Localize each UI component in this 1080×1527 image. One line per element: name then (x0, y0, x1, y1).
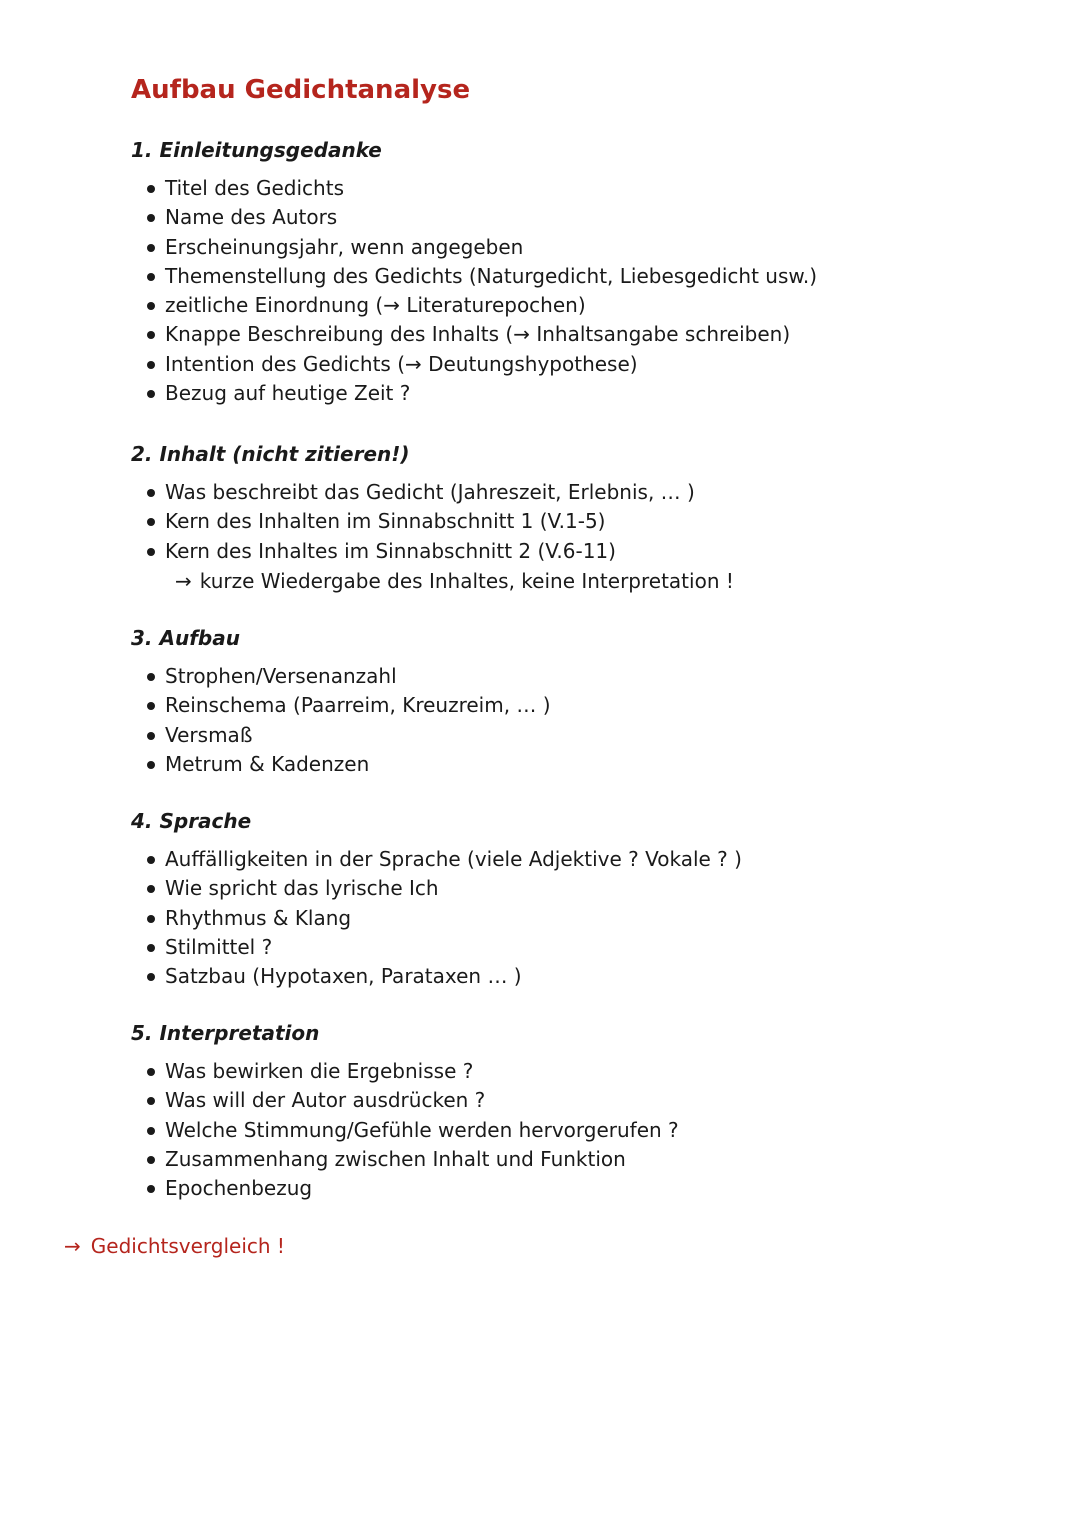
list-item (131, 691, 1031, 720)
section-heading: 5. Interpretation (131, 1021, 320, 1045)
list-item-text: Strophen/Versenanzahl (165, 664, 397, 688)
section-heading: 2. Inhalt (nicht zitieren!) (131, 442, 410, 466)
list-item-text: Auffälligkeiten in der Sprache (viele Adjektive ? Vokale ? ) (165, 847, 742, 871)
bullet-icon (147, 518, 155, 526)
list-item (131, 233, 1031, 262)
list-item-text: Erscheinungsjahr, wenn angegeben (165, 234, 524, 259)
list-item (131, 904, 1031, 933)
list-item-text: Bezug auf heutige Zeit ? (165, 381, 411, 406)
list-item (131, 379, 1031, 408)
bullet-icon (147, 915, 155, 923)
list-item (131, 662, 1031, 691)
bullet-icon (147, 856, 155, 864)
list-item (131, 174, 1031, 203)
page-title: Aufbau Gedichtanalyse (131, 75, 471, 105)
list-item (131, 291, 1031, 320)
section-aufbau (131, 624, 1031, 779)
list-item (131, 262, 1031, 291)
list-item-text: Kern des Inhalten im Sinnabschnitt 1 (V.1-5) (165, 509, 606, 534)
bullet-list (131, 174, 1031, 408)
section-interpretation (131, 1019, 1031, 1203)
bullet-icon (147, 673, 155, 681)
list-item-text: Wie spricht das lyrische Ich (165, 876, 439, 901)
list-item (131, 1174, 1031, 1203)
list-item (131, 1116, 1031, 1145)
section-heading: 3. Aufbau (131, 626, 240, 650)
bullet-icon (147, 331, 155, 339)
list-item (131, 507, 1031, 536)
section-inhalt (131, 440, 1031, 597)
list-item-text: Titel des Gedichts (165, 176, 344, 200)
list-item-text: Reinschema (Paarreim, Kreuzreim, … ) (165, 693, 551, 718)
bullet-list (131, 1057, 1031, 1203)
arrow-right-icon: → (64, 1234, 81, 1258)
bullet-list (131, 478, 1031, 566)
bullet-icon (147, 761, 155, 769)
bullet-icon (147, 1156, 155, 1164)
bullet-icon (147, 273, 155, 281)
list-item-text: zeitliche Einordnung (→ Literaturepochen) (165, 293, 586, 318)
section-sprache (131, 807, 1031, 991)
bullet-icon (147, 1127, 155, 1135)
list-item-text: Was beschreibt das Gedicht (Jahreszeit, Erlebnis, … ) (165, 480, 695, 504)
list-item (131, 721, 1031, 750)
list-item (131, 750, 1031, 779)
section-heading: 4. Sprache (131, 809, 252, 833)
list-item-text: Stilmittel ? (165, 934, 273, 959)
bullet-icon (147, 548, 155, 556)
arrow-right-icon: → (175, 568, 192, 593)
list-item (131, 962, 1031, 991)
list-item (131, 478, 1031, 507)
bullet-icon (147, 302, 155, 310)
list-item (131, 537, 1031, 566)
list-item (131, 1057, 1031, 1086)
bullet-icon (147, 1068, 155, 1076)
list-item-text: Zusammenhang zwischen Inhalt und Funktion (165, 1146, 626, 1171)
list-item-text: Satzbau (Hypotaxen, Parataxen … ) (165, 964, 522, 989)
bullet-icon (147, 885, 155, 893)
list-item (131, 350, 1031, 379)
bullet-icon (147, 361, 155, 369)
list-item-text: Name des Autors (165, 205, 338, 230)
list-item-text: Intention des Gedichts (→ Deutungshypothese) (165, 351, 638, 376)
bullet-icon (147, 732, 155, 740)
list-item-text: Was bewirken die Ergebnisse ? (165, 1059, 474, 1083)
bullet-icon (147, 185, 155, 193)
list-item-text: Themenstellung des Gedichts (Naturgedicht, Liebesgedicht usw.) (165, 263, 818, 288)
footer-note (64, 1231, 285, 1261)
list-item (131, 933, 1031, 962)
bullet-icon (147, 702, 155, 710)
content-note (131, 566, 1031, 597)
bullet-list (131, 845, 1031, 991)
list-item-text: Welche Stimmung/Gefühle werden hervorgerufen ? (165, 1117, 679, 1142)
bullet-icon (147, 1185, 155, 1193)
content-note-text: kurze Wiedergabe des Inhaltes, keine Interpretation ! (199, 568, 734, 593)
list-item (131, 320, 1031, 349)
bullet-icon (147, 214, 155, 222)
bullet-icon (147, 1097, 155, 1105)
list-item-text: Knappe Beschreibung des Inhalts (→ Inhaltsangabe schreiben) (165, 322, 791, 347)
bullet-icon (147, 390, 155, 398)
bullet-icon (147, 244, 155, 252)
bullet-icon (147, 973, 155, 981)
list-item-text: Epochenbezug (165, 1176, 313, 1201)
bullet-icon (147, 489, 155, 497)
list-item-text: Rhythmus & Klang (165, 905, 352, 930)
bullet-icon (147, 944, 155, 952)
list-item (131, 845, 1031, 874)
list-item (131, 1145, 1031, 1174)
section-einleitungsgedanke (131, 136, 1031, 408)
list-item-text: Kern des Inhaltes im Sinnabschnitt 2 (V.6-11) (165, 538, 616, 563)
list-item (131, 203, 1031, 232)
list-item (131, 1086, 1031, 1115)
list-item-text: Was will der Autor ausdrücken ? (165, 1088, 486, 1113)
section-heading: 1. Einleitungsgedanke (131, 138, 382, 162)
list-item-text: Versmaß (165, 722, 253, 747)
footer-note-text: Gedichtsvergleich ! (90, 1234, 285, 1258)
bullet-list (131, 662, 1031, 779)
list-item (131, 874, 1031, 903)
list-item-text: Metrum & Kadenzen (165, 751, 370, 776)
